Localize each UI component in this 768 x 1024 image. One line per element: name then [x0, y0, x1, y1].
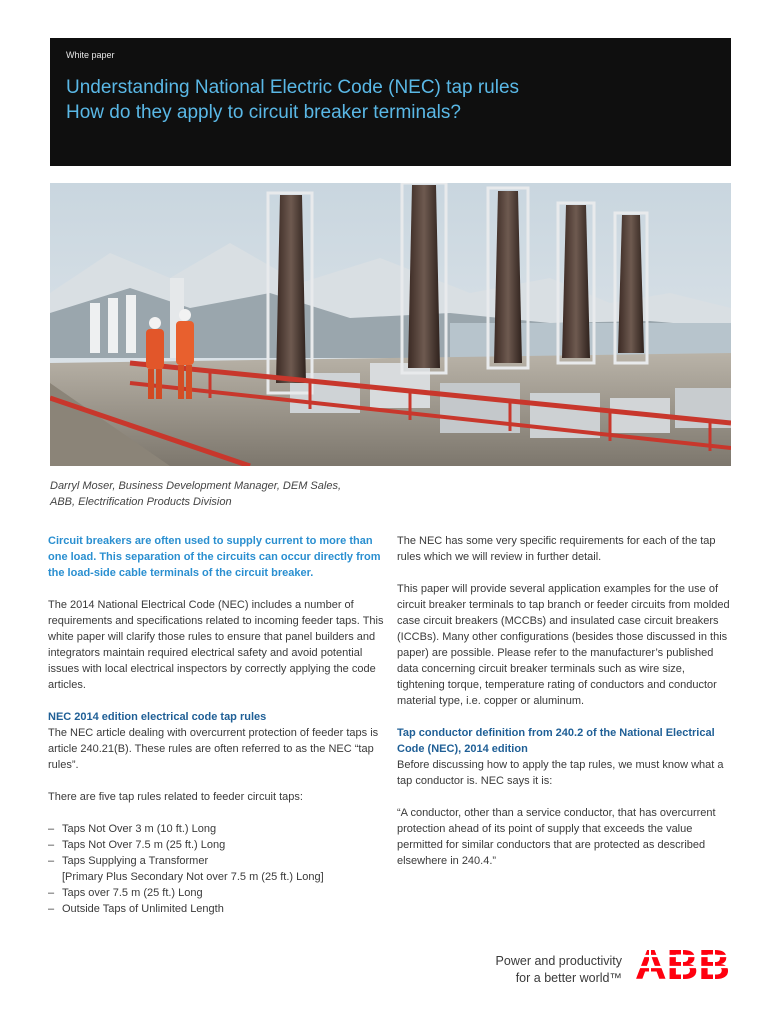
paragraph: The NEC article dealing with overcurrent protection of feeder taps is article 240.21(B). These rules are often referred to as the NEC “tap rules”.: [48, 727, 379, 771]
hero-photo: [50, 183, 731, 466]
section-heading: NEC 2014 edition electrical code tap rules: [48, 711, 267, 723]
list-item-text: Taps Supplying a Transformer: [62, 855, 209, 867]
list-item-subtext: [Primary Plus Secondary Not over 7.5 m (25 ft.) Long]: [62, 871, 324, 883]
tagline-line-2: for a better world™: [515, 971, 622, 985]
document-type-label: White paper: [66, 50, 115, 60]
abb-logo: [634, 943, 731, 983]
author-line-1: Darryl Moser, Business Development Manager, DEM Sales,: [50, 480, 342, 492]
list-item: – Taps Not Over 3 m (10 ft.) Long: [48, 821, 385, 837]
header-banner: [50, 38, 731, 166]
page-title: [66, 75, 519, 125]
paragraph: Before discussing how to apply the tap rules, we must know what a tap conductor is. NEC says it is:: [397, 759, 724, 787]
intro-paragraph: Circuit breakers are often used to supply current to more than one load. This separation of the circuits can occur directly from the load-side cable terminals of the circuit breaker.: [48, 535, 381, 579]
tagline-line-1: Power and productivity: [495, 954, 622, 968]
title-line-1: Understanding National Electric Code (NEC) tap rules: [66, 77, 520, 98]
paragraph: The 2014 National Electrical Code (NEC) includes a number of requirements and specifications related to incoming feeder taps. This white paper will clarify those rules to ensure that panel builders and integrators maintain required electrical safety and avoid potential issues with local electrical inspectors by correctly applying the code articles.: [48, 599, 384, 691]
tagline: [472, 953, 622, 987]
author-line-2: ABB, Electrification Products Division: [50, 496, 232, 508]
paragraph: The NEC has some very specific requirements for each of the tap rules which we will review in further detail.: [397, 535, 716, 563]
quote: “A conductor, other than a service conductor, that has overcurrent protection ahead of its point of supply that exceeds the value permitted for similar conductors that are protected as described elsewhere in 240.4.”: [397, 807, 716, 867]
author-byline: [50, 478, 380, 510]
left-column: [48, 533, 385, 917]
paragraph: There are five tap rules related to feeder circuit taps:: [48, 791, 303, 803]
right-column: [397, 533, 732, 885]
section-heading: Tap conductor definition from 240.2 of the National Electrical Code (NEC), 2014 edition: [397, 727, 715, 755]
list-item: – Taps Not Over 7.5 m (25 ft.) Long: [48, 837, 385, 853]
logo-text: ABB: [635, 943, 730, 983]
list-item: – Outside Taps of Unlimited Length: [48, 901, 385, 917]
list-item: – Taps over 7.5 m (25 ft.) Long: [48, 885, 385, 901]
tap-rules-list: [48, 821, 385, 917]
title-line-2: How do they apply to circuit breaker terminals?: [66, 102, 461, 123]
list-item: [48, 853, 385, 885]
paragraph: This paper will provide several application examples for the use of circuit breaker terminals to tap branch or feeder circuits from molded case circuit breakers (MCCBs) and insulated case circuit breakers (ICCBs). Many other configurations (besides those discussed in this paper) are possible. Please refer to the manufacturer’s published data concerning circuit breaker terminals such as wire size, tightening torque, temperature rating of conductors and conductor material type, i.e. copper or aluminum.: [397, 583, 730, 707]
